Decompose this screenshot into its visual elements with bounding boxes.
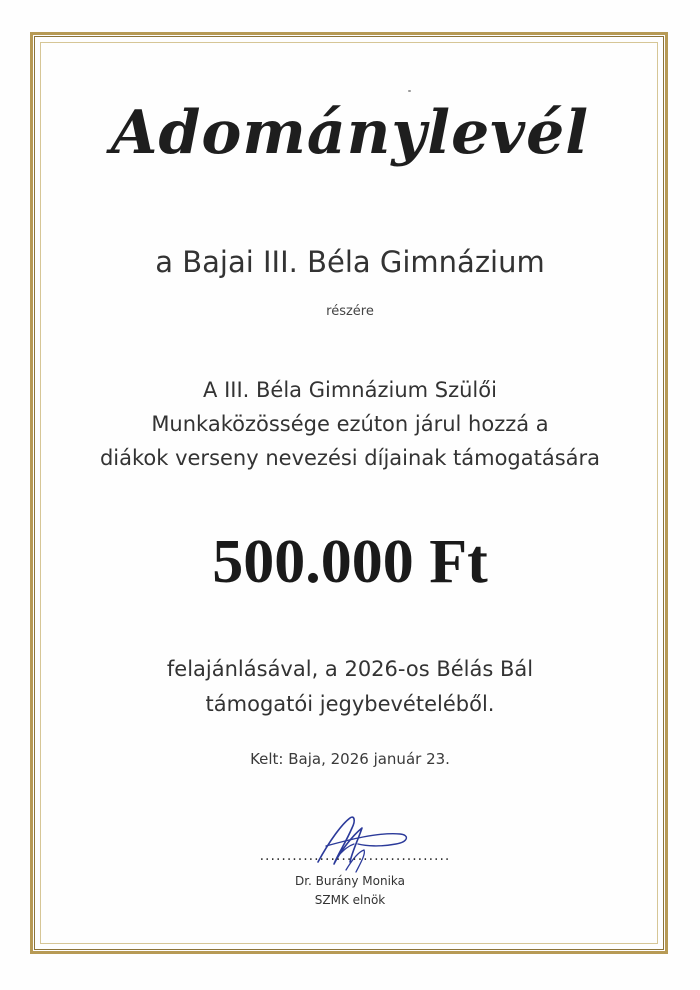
gold-frame-inner [40, 42, 658, 944]
donation-amount: 500.000 Ft [212, 528, 488, 596]
scan-speck [408, 90, 411, 92]
signer-name: Dr. Burány Monika [294, 874, 406, 888]
recipient-line: a Bajai III. Béla Gimnázium [155, 245, 545, 279]
body-line: diákok verseny nevezési díjainak támogatására [99, 446, 601, 470]
date-line: Kelt: Baja, 2026 január 23. [250, 750, 450, 768]
body-line: A III. Béla Gimnázium Szülői [203, 378, 497, 402]
closing-text [60, 652, 640, 722]
donation-body [60, 373, 640, 475]
for-label: részére [326, 304, 374, 319]
document-title: Adománylevél [110, 98, 590, 168]
signature-dotted-line: ................................... [259, 848, 451, 864]
signer-role: SZMK elnök [314, 893, 386, 907]
closing-line: támogatói jegybevételéből. [205, 692, 495, 716]
handwritten-signature [300, 810, 420, 880]
body-line: Munkaközössége ezúton járul hozzá a [151, 412, 549, 436]
closing-line: felajánlásával, a 2026-os Bélás Bál [166, 657, 534, 681]
